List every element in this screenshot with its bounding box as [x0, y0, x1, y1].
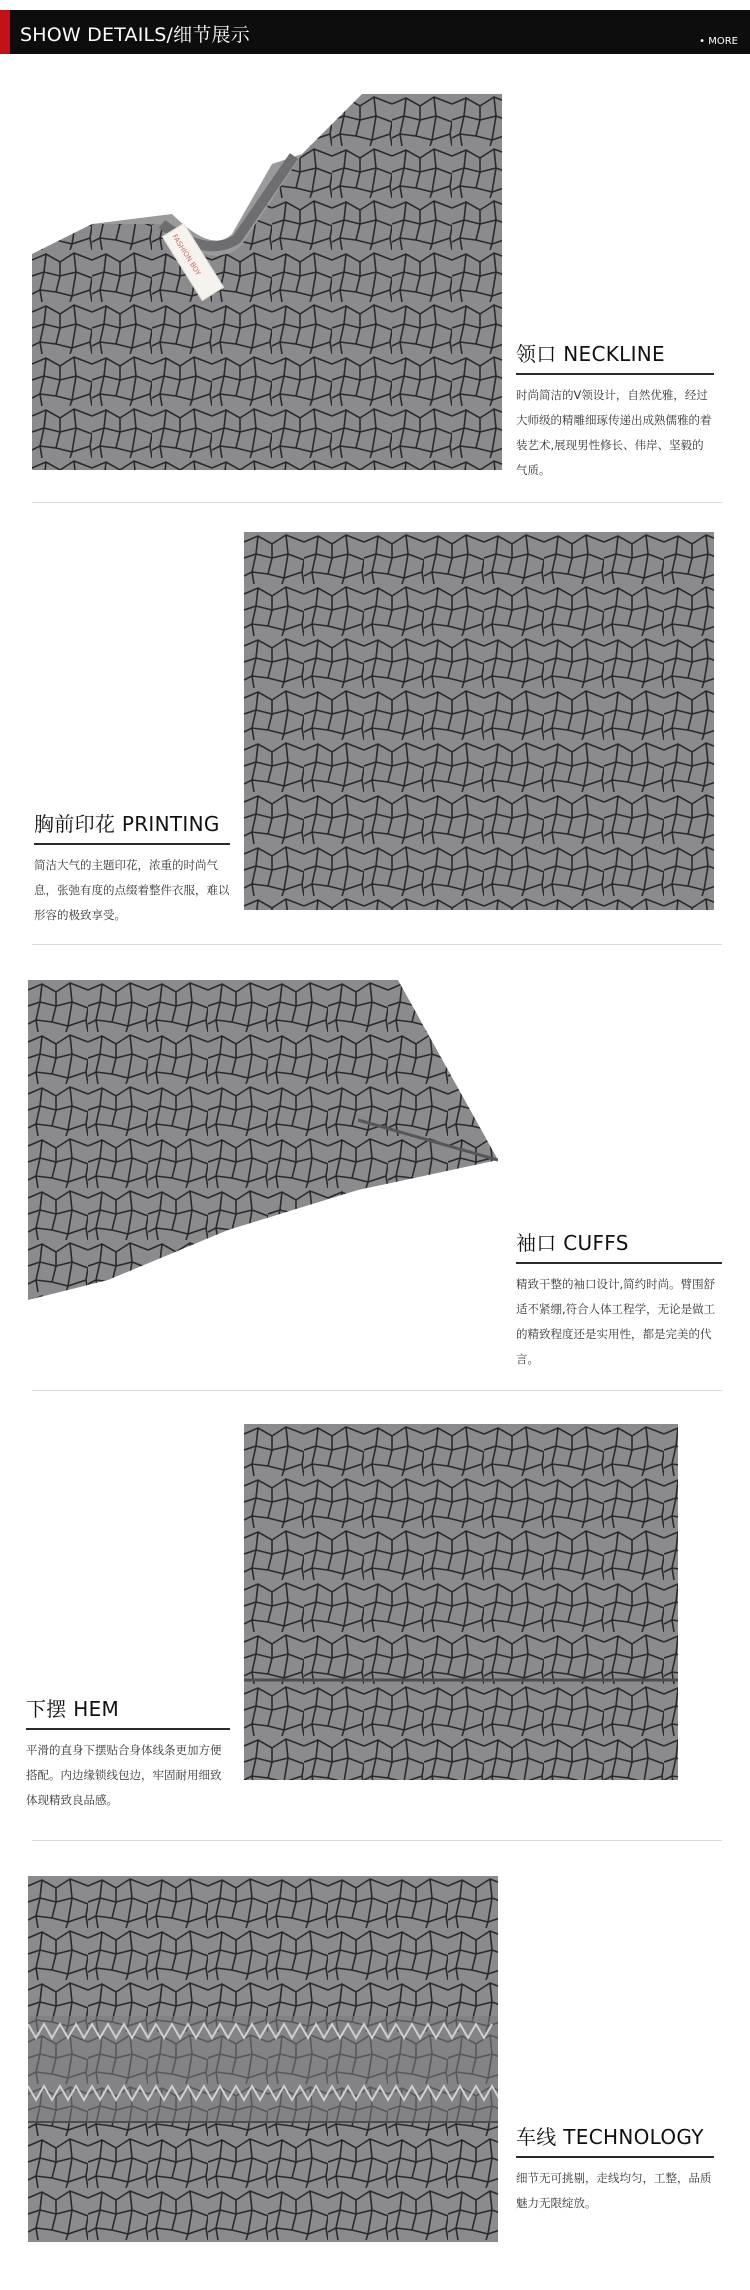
divider [32, 944, 722, 945]
section-header [0, 10, 750, 54]
neckline-photo [32, 94, 502, 470]
technology-description: 细节无可挑剔，走线均匀，工整，品质魅力无限绽放。 [516, 2171, 712, 2210]
printing-heading: 胸前印花 PRINTING [34, 808, 230, 845]
header-title: SHOW DETAILS/细节展示 [20, 24, 250, 46]
cuffs-photo [28, 980, 498, 1300]
header-accent-bar [0, 10, 10, 54]
cuffs-heading: 袖口 CUFFS [516, 1227, 722, 1264]
neckline-heading: 领口 NECKLINE [516, 338, 714, 375]
hem-caption [26, 1693, 230, 1813]
neckline-description: 时尚简洁的V领设计，自然优雅，经过大师级的精雕细琢传递出成熟儒雅的着装艺术,展现男性修长、伟岸、坚毅的气质。 [516, 388, 712, 477]
technology-heading: 车线 TECHNOLOGY [516, 2121, 714, 2158]
clothing-label: FASHION BOY [162, 223, 224, 301]
cuffs-caption [516, 1227, 722, 1372]
divider [32, 1840, 722, 1841]
cuffs-description: 精致干整的袖口设计,简约时尚。臂围舒适不紧绷,符合人体工程学，无论是做工的精致程度还是实用性，都是完美的代言。 [516, 1277, 716, 1366]
stitching-photo [28, 1876, 498, 2242]
printing-photo [244, 532, 714, 910]
divider [32, 1390, 722, 1391]
technology-caption [516, 2121, 714, 2216]
divider [32, 502, 722, 503]
more-link[interactable]: • MORE [699, 36, 738, 47]
hem-description: 平滑的直身下摆贴合身体线条更加方便搭配。内边缘锁线包边，牢固耐用细致体现精致良品感。 [26, 1743, 222, 1807]
printing-caption [34, 808, 230, 928]
neckline-caption [516, 338, 714, 483]
hem-heading: 下摆 HEM [26, 1693, 230, 1730]
hem-photo [244, 1424, 678, 1780]
printing-description: 简洁大气的主题印花，浓重的时尚气息，张弛有度的点缀着整件衣服，难以形容的极致享受。 [34, 858, 230, 922]
